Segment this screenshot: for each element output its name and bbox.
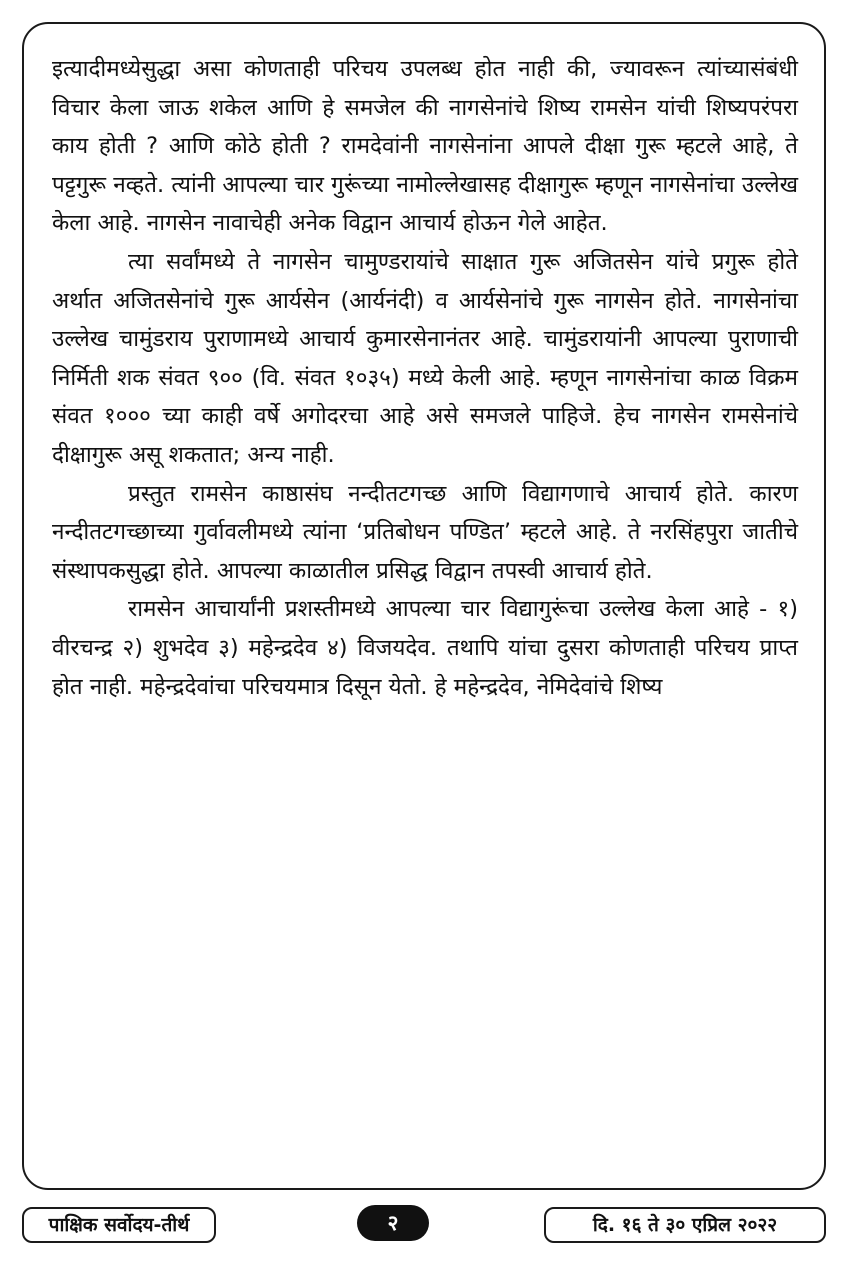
issue-date-box xyxy=(544,1207,826,1243)
page-number: २ xyxy=(387,1211,399,1235)
paragraph-2: त्या सर्वांमध्ये ते नागसेन चामुण्डरायांचे साक्षात गुरू अजितसेन यांचे प्रगुरू होते अर्थात अजितसेनांचे गुरू आर्यसेन (आर्यनंदी) व आर्यसेनांचे गुरू नागसेन होते. नागसेनांचा उल्लेख चामुंडराय पुराणामध्ये आचार्य कुमारसेनानंतर आहे. चामुंडरायांनी आपल्या पुराणाची निर्मिती शक संवत ९०० (वि. संवत १०३५) मध्ये केली आहे. म्हणून नागसेनांचा काळ विक्रम संवत १००० च्या काही वर्षे अगोदरचा आहे असे समजले पाहिजे. हेच नागसेन रामसेनांचे दीक्षागुरू असू शकतात; अन्य नाही. xyxy=(52,248,798,468)
paragraph-4: रामसेन आचार्यांनी प्रशस्तीमध्ये आपल्या चार विद्यागुरूंचा उल्लेख केला आहे - १) वीरचन्द्र २) शुभदेव ३) महेन्द्रदेव ४) विजयदेव. तथापि यांचा दुसरा कोणताही परिचय प्राप्त होत नाही. महेन्द्रदेवांचा परिचयमात्र दिसून येतो. हे महेन्द्रदेव, नेमिदेवांचे शिष्य xyxy=(52,596,798,700)
page-number-badge xyxy=(357,1205,429,1241)
paragraph-3: प्रस्तुत रामसेन काष्ठासंघ नन्दीतटगच्छ आणि विद्यागणाचे आचार्य होते. कारण नन्दीतटगच्छाच्या गुर्वावलीमध्ये त्यांना ‘प्रतिबोधन पण्डित’ म्हटले आहे. ते नरसिंहपुरा जातीचे संस्थापकसुद्धा होते. आपल्या काळातील प्रसिद्ध विद्वान तपस्वी आचार्य होते. xyxy=(52,480,798,584)
article-body xyxy=(52,50,798,706)
publication-name: पाक्षिक सर्वोदय-तीर्थ xyxy=(48,1213,190,1236)
paragraph-1: इत्यादीमध्येसुद्धा असा कोणताही परिचय उपलब्ध होत नाही की, ज्यावरून त्यांच्यासंबंधी विचार केला जाऊ शकेल आणि हे समजेल की नागसेनांचे शिष्य रामसेन यांची शिष्यपरंपरा काय होती ? आणि कोठे होती ? रामदेवांनी नागसेनांना आपले दीक्षा गुरू म्हटले आहे, ते पट्टगुरू नव्हते. त्यांनी आपल्या चार गुरूंच्या नामोल्लेखासह दीक्षागुरू म्हणून नागसेनांचा उल्लेख केला आहे. नागसेन नावाचेही अनेक विद्वान आचार्य होऊन गेले आहेत. xyxy=(52,56,798,237)
issue-date: दि. १६ ते ३० एप्रिल २०२२ xyxy=(592,1213,778,1236)
publication-name-box xyxy=(22,1207,216,1243)
